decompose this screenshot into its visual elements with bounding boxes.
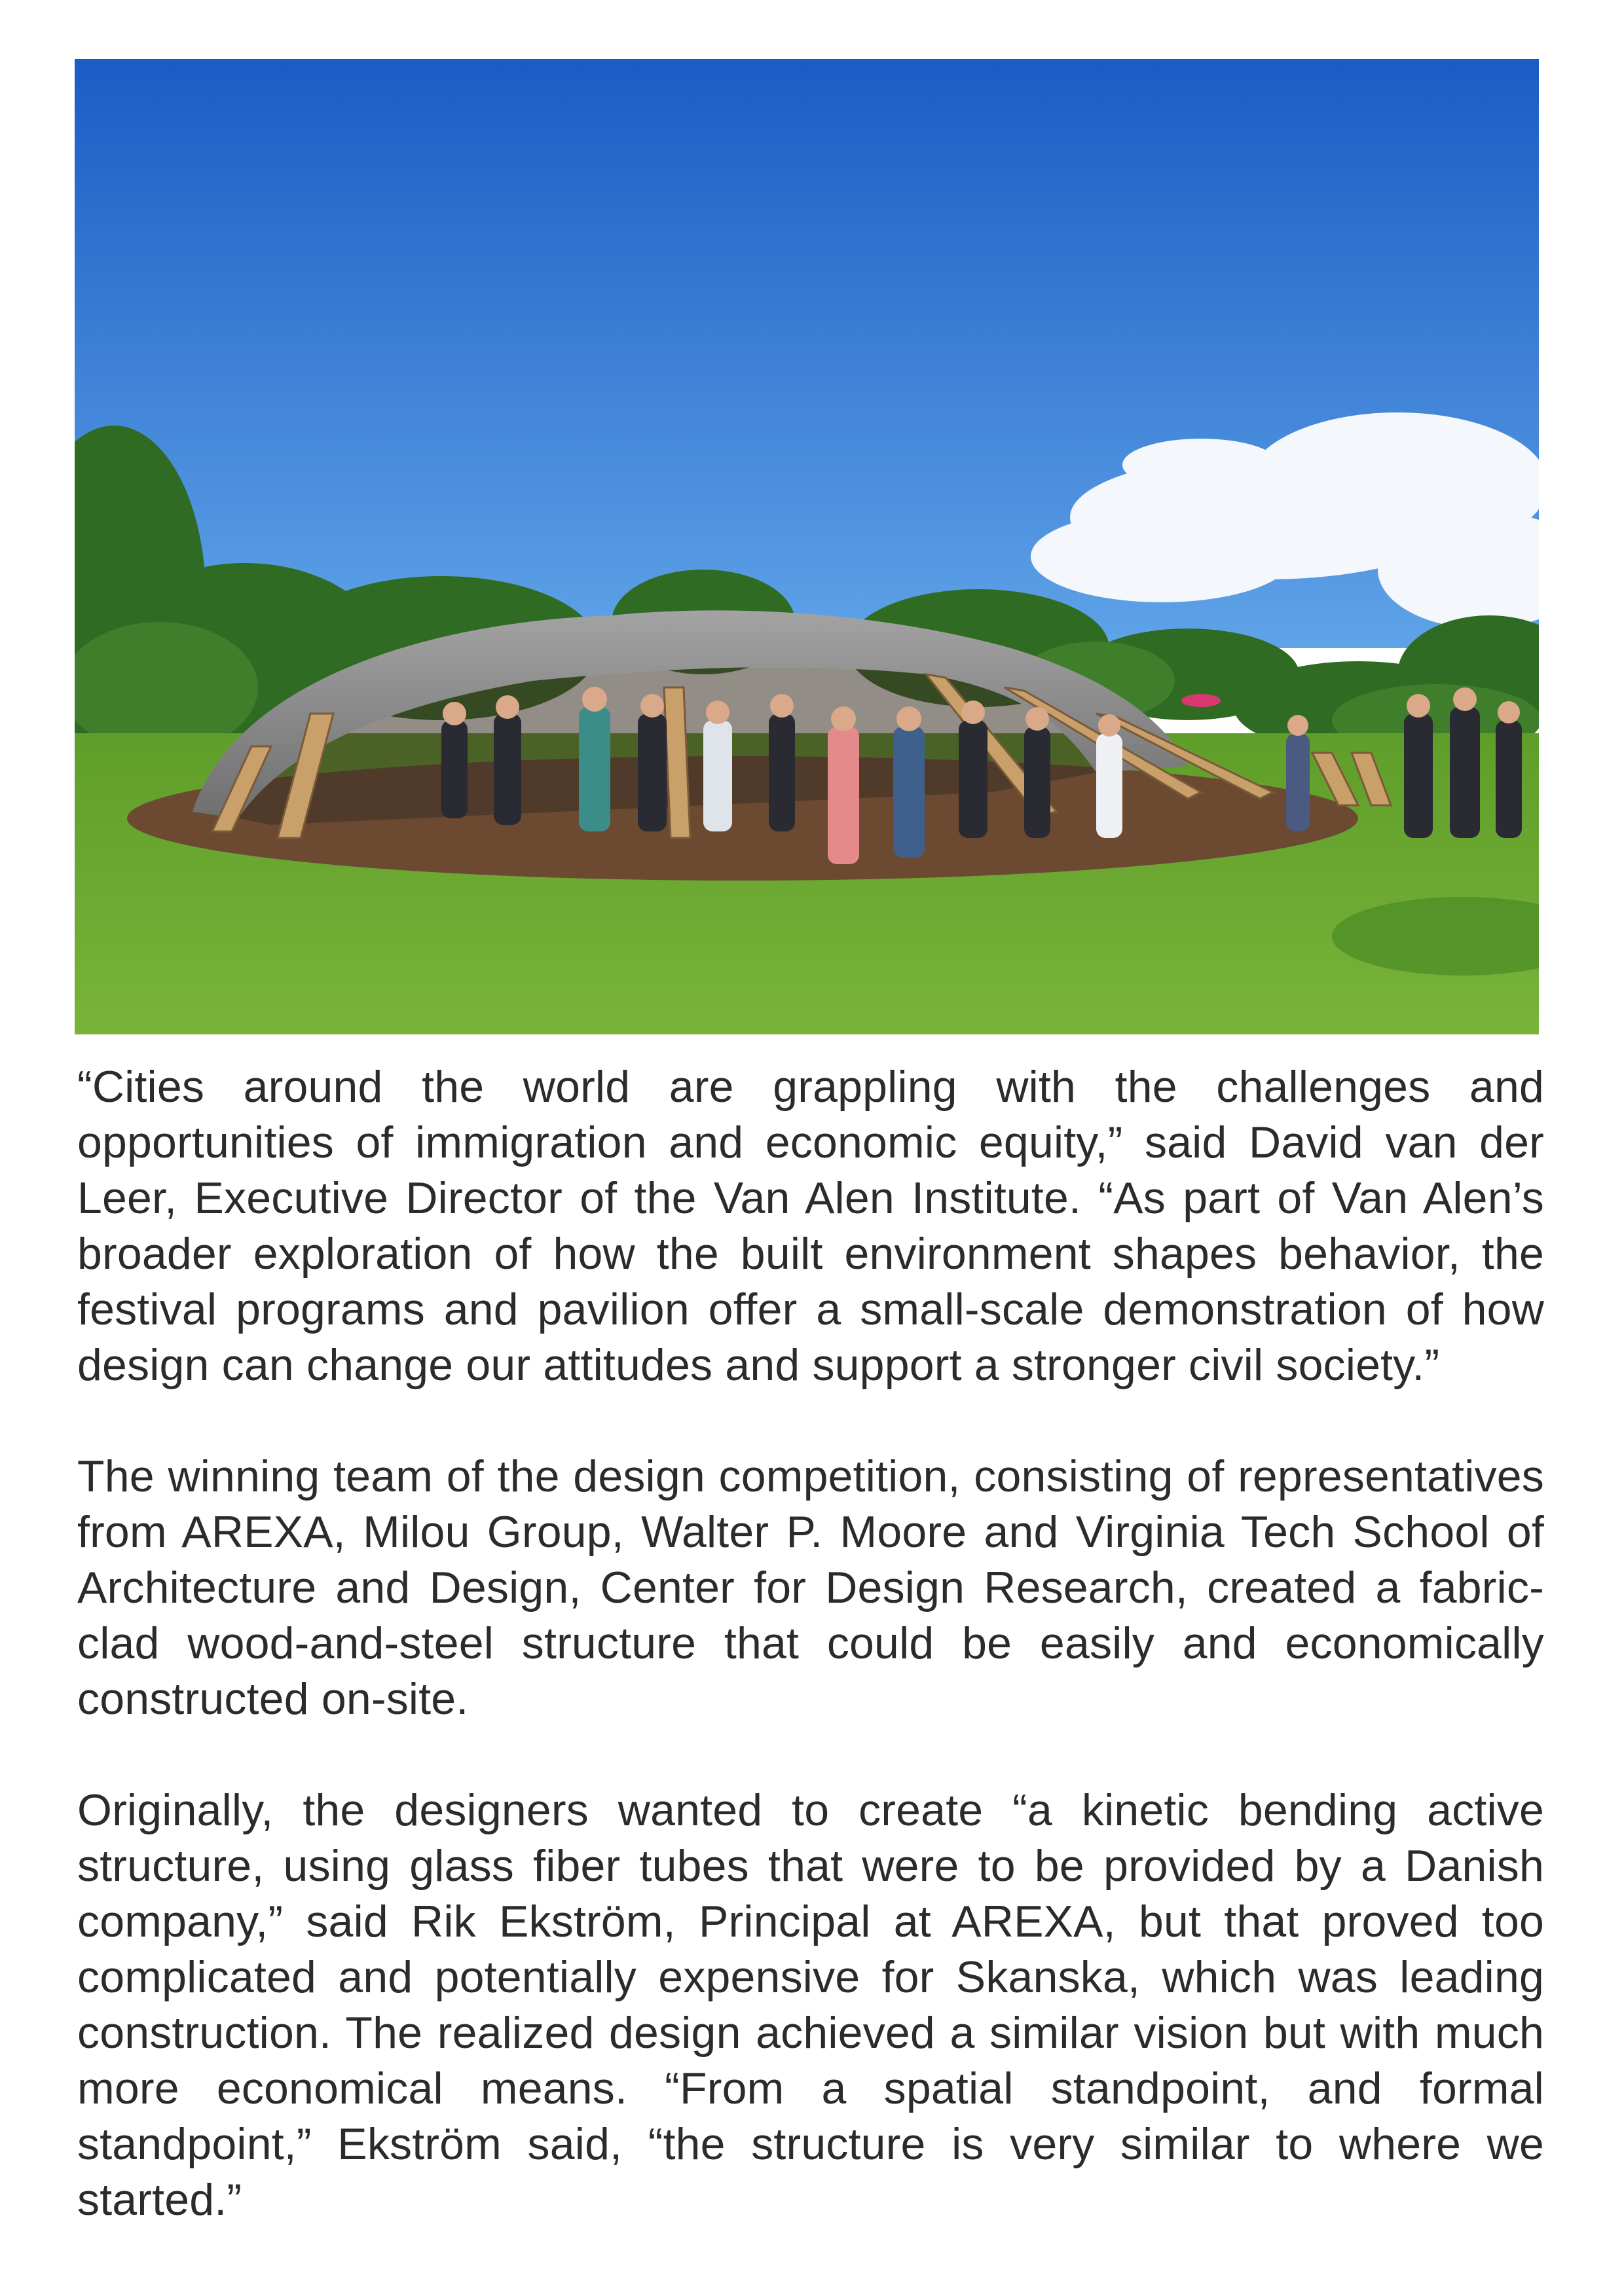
paragraph-quote-van-der-leer: “Cities around the world are grappling with the challenges and opportunities of immigration and economic equity,” said David van der Leer, Executive Director of the Van Alen Institute. “As part of Van Alen’s broader exploration of how the built environment shapes behavior, the festival programs and pavilion offer a small-scale demonstration of how design can change our attitudes and support a stronger civil society.” bbox=[77, 1062, 1544, 1390]
pavilion-photo bbox=[75, 59, 1539, 1034]
article-body bbox=[77, 1059, 1544, 2228]
pavilion-photo-illustration bbox=[75, 59, 1539, 1034]
paragraph-winning-team: The winning team of the design competition, consisting of representatives from AREXA, Milou Group, Walter P. Moore and Virginia Tech School of Architecture and Design, Center for Design Research, created a fabric-clad wood-and-steel structure that could be easily and economically constructed on-site. bbox=[77, 1451, 1544, 1724]
paragraph-design-history: Originally, the designers wanted to create “a kinetic bending active structure, using glass fiber tubes that were to be provided by a Danish company,” said Rik Ekström, Principal at AREXA, but that proved too complicated and potentially expensive for Skanska, which was leading construction. The realized design achieved a similar vision but with much more economical means. “From a spatial standpoint, and formal standpoint,” Ekström said, “the structure is very similar to where we started.” bbox=[77, 1785, 1544, 2225]
